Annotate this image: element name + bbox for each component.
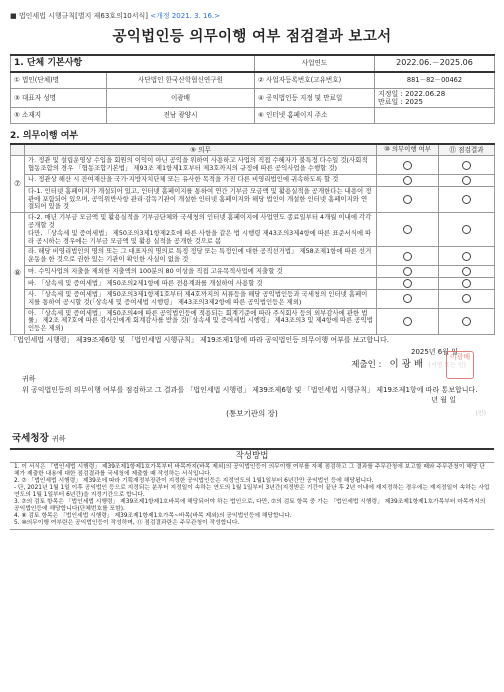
recipient-suffix: 귀하 [22, 374, 36, 383]
business-year-value: 2022.06.－2025.06 [375, 55, 495, 72]
yes-circle[interactable] [403, 317, 412, 326]
check-circle[interactable] [462, 161, 471, 170]
homepage-value [375, 108, 495, 124]
yes-circle[interactable] [403, 176, 412, 185]
instruction-item: - 단, 2021년 1월 1일 이후 공익법인 등으로 지정되는 분부터 지정일이 속하는 연도의 1월 1일부터 3년간(지정받은 기간이 끝난 후 2년 이내에 재지정하는 경우에는 재지정일이 속하는 사업연도의 1월 1일부터 6년간)을 지정기간으로 합니다. [14, 484, 490, 498]
report-statement: 「법인세법 시행령」 제39조제6항 및 「법인세법 시행규칙」 제19조제1항에 따라 공익법인등 의무이행 여부를 보고합니다. [10, 335, 389, 344]
document-title: 공익법인등 의무이행 여부 점검결과 보고서 [112, 29, 392, 45]
instruction-item: 1. 이 서식은 「법인세법 시행령」 제39조제1항제1호가목부터 바목까지(바목 제외)의 공익법인등이 의무이행 여부를 자체 점검하고 그 결과를 주무관청에 보고할 때와 주무관청이 해당 단체가 제출한 내용에 대한 점검결과를 국세청에 제출할 때 작성하는 서식입니다. [14, 463, 485, 477]
designation-label: ④ 공익법인등 지정 및 만료일 [255, 89, 375, 108]
submitter-name: 이 광 배 [389, 358, 424, 370]
agency-seal: (인) [475, 409, 486, 417]
address-value: 전남 광양시 [107, 108, 255, 124]
homepage-label: ⑥ 인터넷 홈페이지 주소 [255, 108, 375, 124]
corp-name-value: 사단법인 한국산학협신연구원 [107, 72, 255, 89]
check-circle[interactable] [462, 279, 471, 288]
report-date: 2025년 6월 일 [410, 347, 458, 356]
yes-circle[interactable] [403, 294, 412, 303]
section2-title: 2. 의무이행 여부 [10, 131, 79, 141]
biz-reg-label: ② 사업자등록번호(고유번호) [255, 72, 375, 89]
seal-mark: (서명 또는 인) [428, 361, 466, 369]
instructions-box [10, 448, 494, 530]
yes-circle[interactable] [403, 279, 412, 288]
biz-reg-value: 881－82－00462 [375, 72, 495, 89]
duty-item: 마. 수익사업의 지출을 제외한 지출액의 100분의 80 이상을 직접 고유목적사업에 지출할 것 [25, 265, 377, 277]
notification-text: 위 공익법인등의 의무이행 여부를 점검하고 그 결과를 「법인세법 시행령」 제39조제6항 및 「법인세법 시행규칙」 제19조제1항에 따라 통보합니다. [22, 385, 478, 394]
rep-name-value: 이광배 [107, 89, 255, 108]
duty-item: 가. 정관 및 설립운영상 수입을 회원의 이익이 아닌 공익을 위하여 사용하고 사업의 직접 수혜자가 불특정 다수일 것(사회적협동조합의 경우 「협동조합기본법」 제93조 제1항제1호부터 제3호까지의 규정에 따른 공익사업을 수행할 것) [25, 156, 377, 175]
submitter-line [10, 352, 494, 372]
duty-item: 아. 「상속세 및 증여세법」 제50조의4에 따른 공익법인등에 적용되는 회계기준에 따라 주식회사 등의 외부감사에 관한 법률」 제2조 제7호에 따른 감사인에게 회계감사를 받을 것(「상속세 및 증여세법 시행령」 제43조의3 및 제4항에 따른 공익법인등은 제외) [25, 308, 377, 334]
submitter-label: 제출인 : [351, 359, 382, 370]
duty-item: 라. 해당 비영리법인의 명의 또는 그 대표자의 명의로 특정 정당 또는 특정인에 대한 공직선거법」 제58조제1항에 따른 선거운동을 한 것으로 권한 있는 기관이 확인한 사실이 없을 것 [25, 247, 377, 266]
instructions-title: 작성방법 [10, 450, 494, 463]
yes-col-header: ⑩ 의무이행 여부 [377, 144, 439, 156]
instruction-item: 2. ⑦ 「법인세법 시행령」 제39조에 따라 기획재정부장관이 지정한 공익법인등은 지정연도의 1월1일부터 6년간만 공익법인 등에 해당됩니다. [14, 477, 374, 484]
check-circle[interactable] [462, 317, 471, 326]
recipient-suffix-2: 귀하 [52, 434, 66, 443]
yes-circle[interactable] [403, 225, 412, 234]
notification-date: 년 월 일 [431, 395, 456, 404]
notifying-agency: (통보기관의 장) (인) [226, 408, 486, 418]
duty-item: 바. 「상속세 및 증여세법」 제50조의2제1항에 따른 전용계좌를 개설하여 사용할 것 [25, 277, 377, 289]
instruction-item: 4. ⑧ 검토 항목은 「법인세법 시행령」 제39조제1항제1호가목~바목(바목 제외)의 공익법인등에 해당합니다. [14, 512, 292, 519]
check-circle[interactable] [462, 267, 471, 276]
form-label: ■ 법인세법 시행규칙[별지 제63호의10서식] [10, 12, 148, 20]
duty-table [10, 143, 495, 335]
check-circle[interactable] [462, 252, 471, 261]
yes-circle[interactable] [403, 195, 412, 204]
business-year-label: 사업연도 [255, 55, 375, 72]
check-circle[interactable] [462, 195, 471, 204]
check-circle[interactable] [462, 294, 471, 303]
duty-item: 나. 정관상 해산 시 잔여재산을 국가·지방자치단체 또는 유사한 목적을 가진 다른 비영리법인에 귀속하도록 할 것 [25, 174, 377, 186]
duty-item: 다-1. 인터넷 홈페이지가 개설되어 있고, 인터넷 홈페이지를 통하여 연간 기부금 모금액 및 활용실적을 공개한다는 내용이 정관에 포함되어 있으며, 공익위반사항 관리·감독기관이 개설한 인터넷 홈페이지와 해당 법인이 개설한 인터넷 홈페이지와 연결되어 있을 것 [25, 186, 377, 212]
designation-value: 지정일 : 2022.06.28 만료일 : 2025 [375, 89, 495, 108]
corp-name-label: ① 법인(단체)명 [11, 72, 107, 89]
revision-label: <개정 2021. 3. 16.> [150, 12, 221, 20]
address-label: ⑤ 소재지 [11, 108, 107, 124]
group7-label: ⑦ [11, 156, 25, 213]
rep-name-label: ③ 대표자 성명 [11, 89, 107, 108]
duty-col-header: ⑨ 의무 [25, 144, 377, 156]
check-circle[interactable] [462, 225, 471, 234]
duty-item: 사. 「상속세 및 증여세법」 제50조의3제1항제1호부터 제4호까지의 서류등을 해당 공익법인등과 국세청의 인터넷 홈페이지를 통하여 공시할 것(「상속세 및 증여세법 시행령」 제43조의3제2항에 따른 공익법인등은 제외) [25, 289, 377, 308]
instruction-item: 3. ⑦의 검토 항목은 「법인세법 시행령」 제39조제1항제1호바목에 해당되어야 하는 법인으로, 다만, ⑦의 검토 항목 중 가는 「법인세법 시행령」 제39조제1항제1호가목부터 마목까지의 공익법인등에 해당합니다(단체번호를 포함). [14, 498, 486, 512]
instruction-item: 5. ⑩의무이행 여부란은 공익법인등이 작성하며, ⑪ 점검결과란은 주무관청이 작성합니다. [14, 519, 240, 526]
instructions-list [10, 463, 494, 529]
check-col-header: ⑪ 점검결과 [439, 144, 495, 156]
yes-circle[interactable] [403, 267, 412, 276]
yes-circle[interactable] [403, 252, 412, 261]
nts-commissioner: 국세청장 귀하 [12, 432, 66, 444]
red-seal-stamp: 이광배 [446, 351, 474, 379]
form-header [10, 10, 494, 22]
basic-info-table [10, 54, 495, 124]
group8-label: ⑧ [11, 213, 25, 335]
section1-title: 1. 단체 기본사항 [11, 55, 255, 72]
check-circle[interactable] [462, 176, 471, 185]
yes-circle[interactable] [403, 161, 412, 170]
duty-item: 다-2. 매년 기부금 모금액 및 활용실적을 기부금단체와 국세청의 인터넷 홈페이지에 사업연도 종료일부터 4개월 이내에 각각 공개할 것 다만, 「상속세 및 증여세법」 제50조의3제1항제2호에 따른 사항을 같은 법 시행령 제43조의3제4항에 따른 표준서식에 따라 공시하는 경우에는 기부금 모금액 및 활용 실적을 공개한 것으로 봄 [25, 213, 377, 247]
